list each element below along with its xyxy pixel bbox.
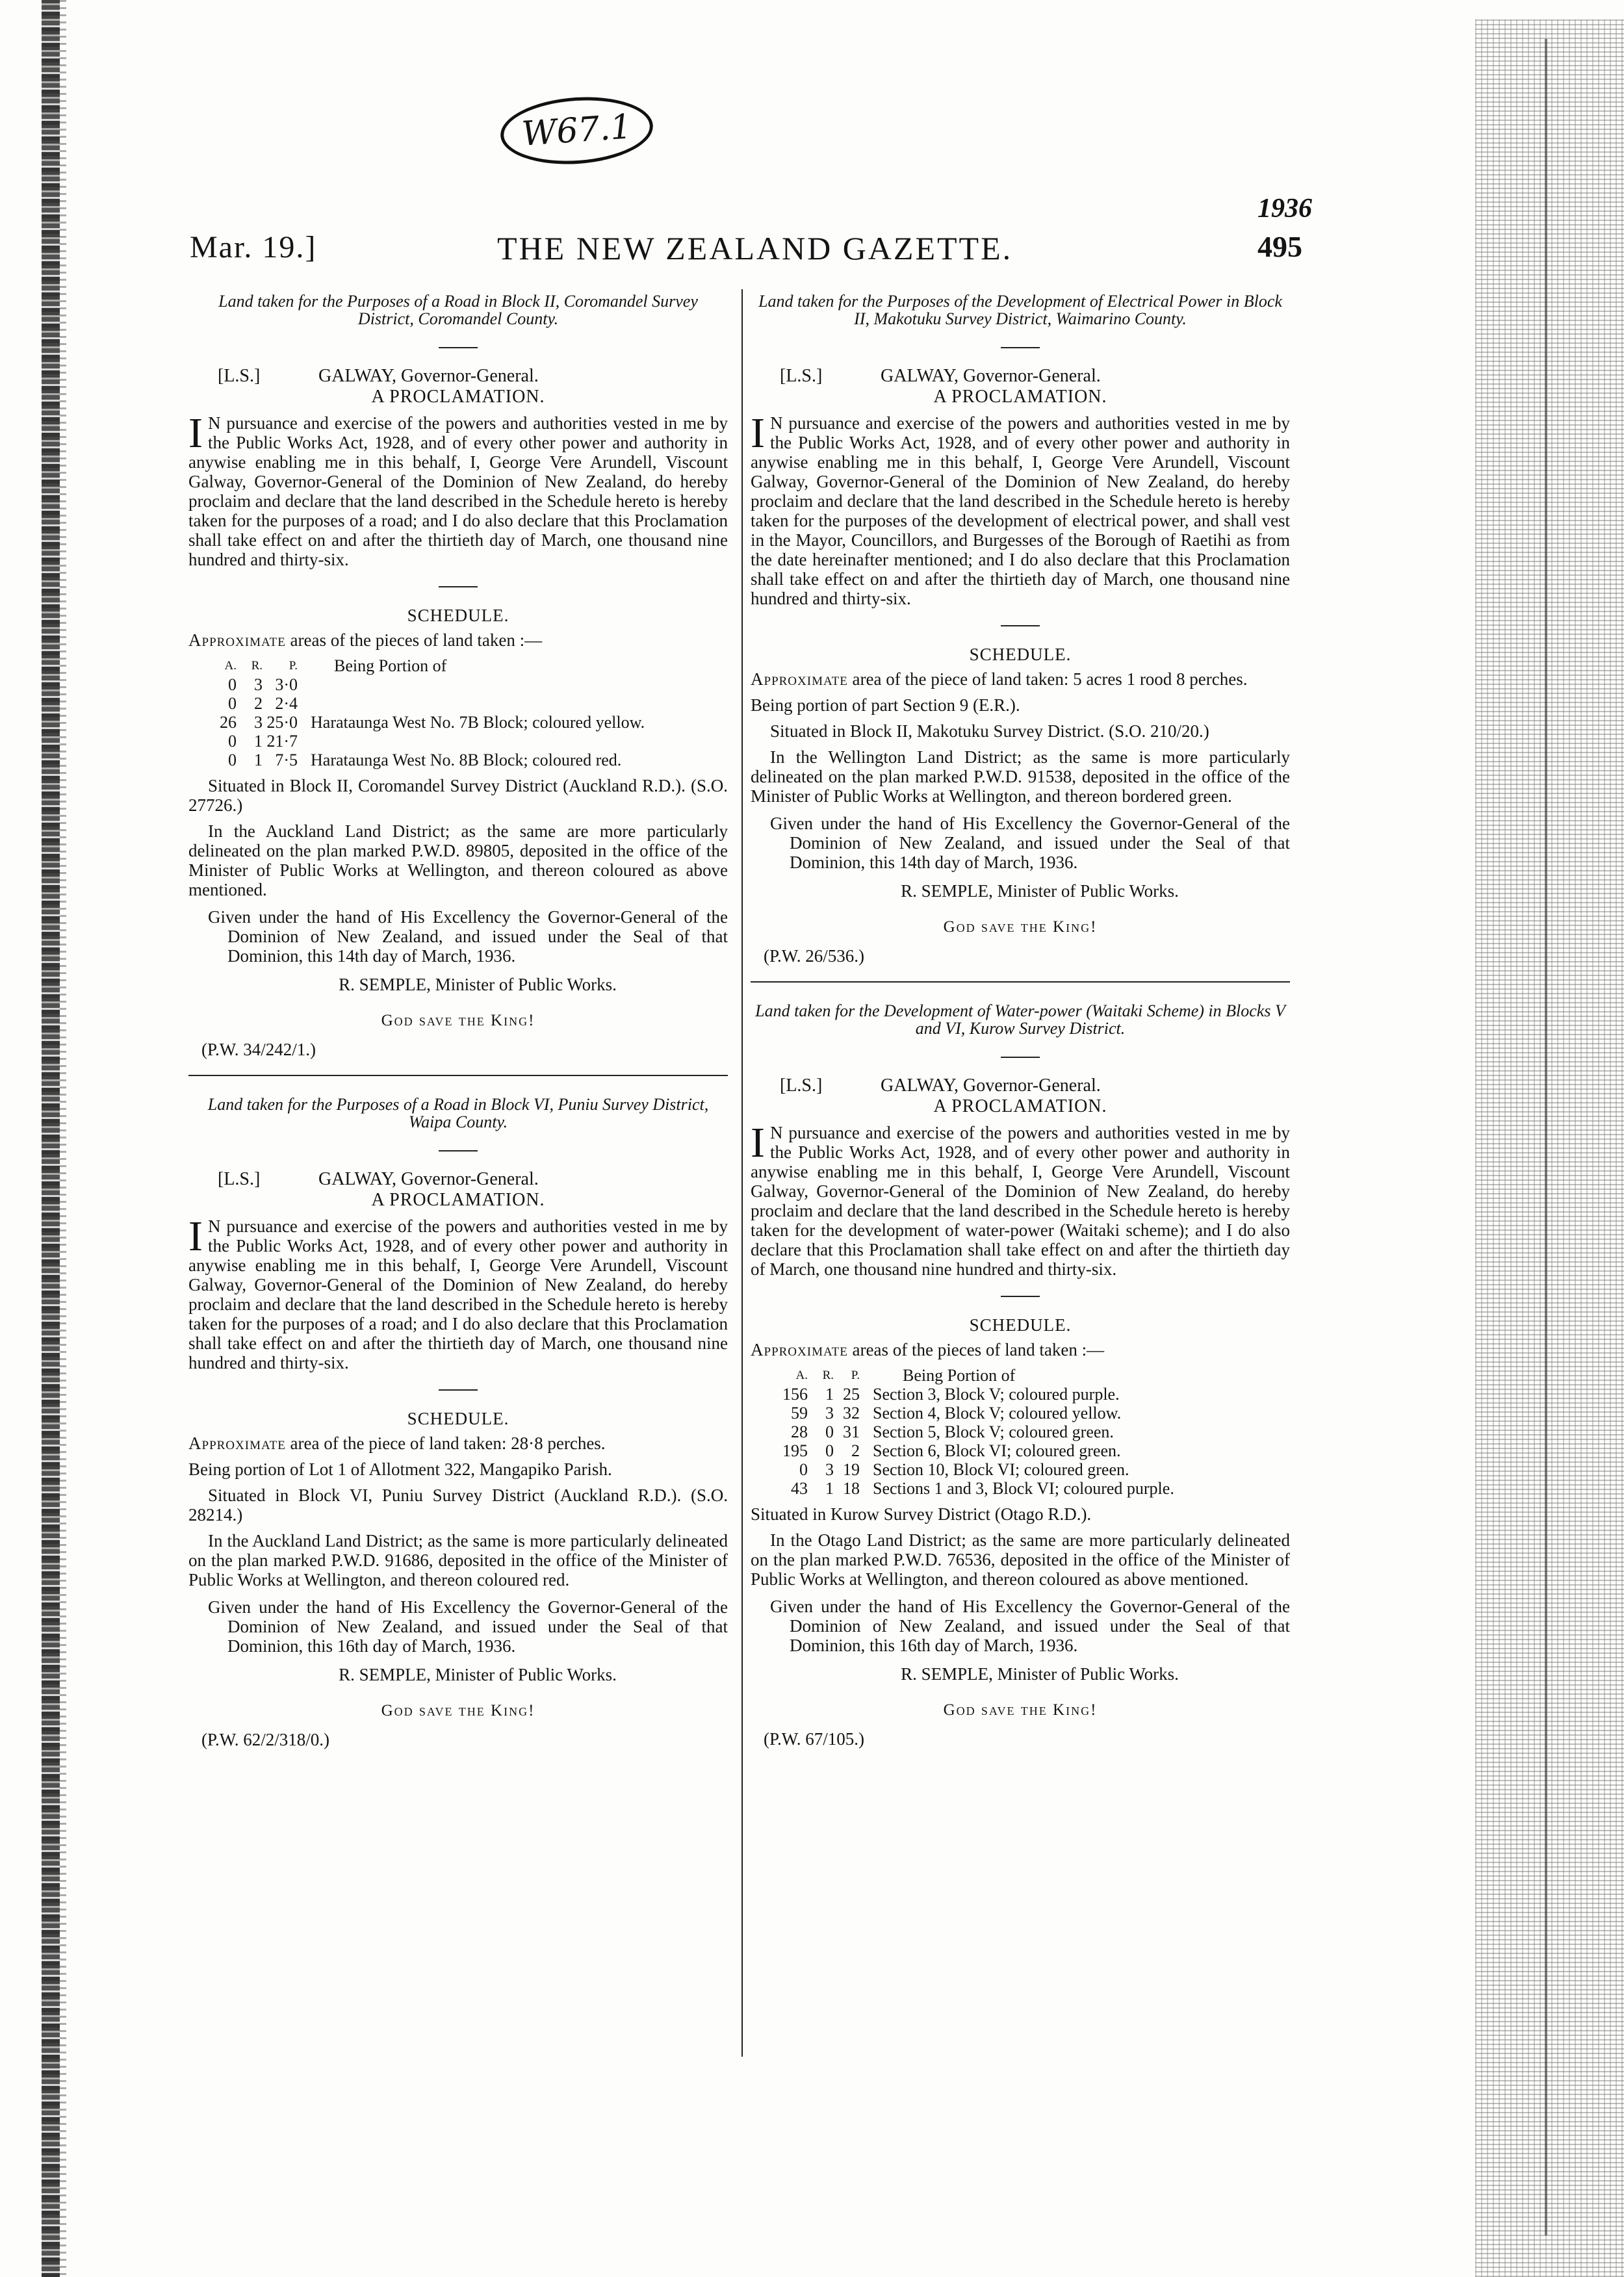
proclamation-text: N pursuance and exercise of the powers and authorities vested in me by the Public Works Act, 1928, and of every other power and authority in anywise enabling me in this behalf, I, George Vere Arundell, Viscount Galway, Governor-General of the Dominion of New Zealand, do hereby proclaim and declare that the land described in the Schedule hereto is hereby taken for the purposes of a road; and I do also declare that this Proclamation shall take effect on and after the thirtieth day of March, one thousand nine hundred and thirty-six.: [188, 413, 728, 569]
table-header: [777, 1366, 1178, 1385]
cell: 19: [843, 1460, 860, 1479]
schedule-lead-text: area of the piece of land taken: 28·8 perches.: [285, 1434, 606, 1453]
left-column: [188, 292, 728, 1749]
table-row: [214, 713, 649, 732]
cell: 3: [825, 1404, 834, 1422]
gazette-title: THE NEW ZEALAND GAZETTE.: [497, 230, 1013, 266]
rule: [439, 1389, 478, 1391]
governor-name: GALWAY, Governor-General.: [881, 1075, 1101, 1096]
table-row: [214, 675, 649, 694]
cell: 7·5: [275, 751, 298, 769]
proclamation-title: A PROCLAMATION.: [371, 387, 545, 407]
col-perches: P.: [289, 659, 298, 673]
table-row: [777, 1479, 1178, 1498]
table-header: [214, 656, 649, 675]
situated-text: Situated in Block II, Makotuku Survey District. (S.O. 210/20.): [770, 721, 1209, 741]
given-text: Given under the hand of His Excellency the Governor-General of the Dominion of New Zealand, and issued under the Seal of that Dominion, this 16th day of March, 1936.: [208, 1597, 728, 1656]
cell: Section 3, Block V; coloured purple.: [873, 1385, 1120, 1404]
drop-cap: I: [751, 1119, 765, 1166]
cell: 31: [843, 1422, 860, 1441]
drop-cap: I: [188, 1213, 203, 1260]
cell: Section 6, Block VI; coloured green.: [873, 1441, 1121, 1460]
cell: 3: [825, 1460, 834, 1479]
reference-number: (P.W. 34/242/1.): [201, 1040, 316, 1059]
rule: [1001, 625, 1040, 626]
cell: 43: [791, 1479, 808, 1498]
seal-line: [218, 367, 728, 386]
cell: 32: [843, 1404, 860, 1422]
handwritten-year: 1936: [1257, 194, 1312, 224]
page-number: 495: [1257, 230, 1302, 263]
cell: 1: [254, 751, 263, 769]
cell: 0: [825, 1441, 834, 1460]
proclamation-text: N pursuance and exercise of the powers and authorities vested in me by the Public Works Act, 1928, and of every other power and authority in anywise enabling me in this behalf, I, George Vere Arundell, Viscount Galway, Governor-General of the Dominion of New Zealand, do hereby proclaim and declare that the land described in the Schedule hereto is hereby taken for the development of water-power (Waitaki scheme); and I do also declare that this Proclamation shall take effect on and after the thirtieth day of March, one thousand nine hundred and thirty-six.: [751, 1123, 1290, 1279]
col-roods: R.: [251, 659, 263, 673]
governor-name: GALWAY, Governor-General.: [318, 366, 539, 386]
schedule-lead-smallcaps: Approximate: [751, 669, 848, 689]
col-portion: Being Portion of: [903, 1366, 1016, 1385]
schedule-lead-smallcaps: Approximate: [188, 630, 286, 650]
cell: Section 4, Block V; coloured yellow.: [873, 1404, 1122, 1422]
governor-name: GALWAY, Governor-General.: [881, 366, 1101, 386]
cell: 2: [851, 1441, 860, 1460]
table-row: [214, 751, 649, 769]
notice-makotuku: [751, 292, 1290, 966]
cell: 3: [254, 675, 263, 694]
cell: Harataunga West No. 7B Block; coloured yellow.: [311, 713, 645, 732]
cell: 3·0: [275, 675, 298, 694]
schedule-title: SCHEDULE.: [407, 606, 509, 625]
land-table: [214, 656, 649, 769]
schedule-title: SCHEDULE.: [407, 1409, 509, 1428]
col-perches: P.: [851, 1369, 860, 1382]
table-row: [777, 1441, 1178, 1460]
situated-text: Situated in Block VI, Puniu Survey District (Auckland R.D.). (S.O. 28214.): [188, 1486, 728, 1524]
cell: Section 10, Block VI; coloured green.: [873, 1460, 1129, 1479]
schedule-lead-text: areas of the pieces of land taken :—: [285, 630, 543, 650]
table-row: [777, 1385, 1178, 1404]
schedule-lead: [751, 669, 1290, 689]
scan-binding-line: [1545, 39, 1547, 2235]
proclamation-body: [751, 1119, 1290, 1279]
minister-signature: R. SEMPLE, Minister of Public Works.: [901, 881, 1179, 901]
cell: 3: [254, 713, 263, 732]
cell: 156: [782, 1385, 808, 1404]
seal-line: [780, 1076, 1290, 1096]
schedule-lead: [751, 1340, 1290, 1359]
column-divider: [741, 289, 743, 2057]
cell: 25: [843, 1385, 860, 1404]
god-save-the-king: God save the King!: [381, 1702, 535, 1719]
rule: [439, 586, 478, 587]
seal-line: [780, 367, 1290, 386]
district-text: In the Auckland Land District; as the same is more particularly delineated on the plan marked P.W.D. 91686, deposited in the office of the Minister of Public Works at Wellington, and thereon coloured red.: [188, 1531, 728, 1589]
governor-name: GALWAY, Governor-General.: [318, 1169, 539, 1189]
right-column: [751, 292, 1290, 1749]
schedule-lead: [188, 1434, 728, 1453]
drop-cap: I: [751, 409, 765, 457]
notice-heading: Land taken for the Purposes of a Road in Block VI, Puniu Survey District, Waipa County.: [207, 1095, 709, 1131]
cell: 2: [254, 694, 263, 713]
reference-number: (P.W. 62/2/318/0.): [201, 1730, 330, 1749]
col-portion: Being Portion of: [334, 656, 447, 675]
rule: [439, 347, 478, 348]
district-text: In the Wellington Land District; as the same is more particularly delineated on the plan marked P.W.D. 91538, deposited in the office of the Minister of Public Works at Wellington, and thereon bordered green.: [751, 747, 1290, 806]
proclamation-body: [188, 1213, 728, 1372]
portion-text: Being portion of part Section 9 (E.R.).: [751, 695, 1020, 715]
scan-edge-left: [42, 0, 60, 2277]
col-acres: A.: [795, 1369, 808, 1382]
cell: [302, 675, 649, 694]
cell: Harataunga West No. 8B Block; coloured red.: [311, 751, 622, 769]
cell: 0: [228, 675, 237, 694]
schedule-lead-smallcaps: Approximate: [188, 1434, 286, 1453]
cell: 1: [825, 1385, 834, 1404]
proclamation-text: N pursuance and exercise of the powers and authorities vested in me by the Public Works Act, 1928, and of every other power and authority in anywise enabling me in this behalf, I, George Vere Arundell, Viscount Galway, Governor-General of the Dominion of New Zealand, do hereby proclaim and declare that the land described in the Schedule hereto is hereby taken for the purposes of a road; and I do also declare that this Proclamation shall take effect on and after the thirtieth day of March, one thousand nine hundred and thirty-six.: [188, 1216, 728, 1372]
cell: 195: [782, 1441, 808, 1460]
notice-puniu: [188, 1096, 728, 1749]
cell: [302, 732, 649, 751]
schedule-lead: [188, 630, 728, 650]
proclamation-body: [188, 409, 728, 569]
col-roods: R.: [822, 1369, 834, 1382]
notice-separator: [751, 981, 1290, 983]
cell: [302, 694, 649, 713]
cell: 28: [791, 1422, 808, 1441]
schedule-lead-text: area of the piece of land taken: 5 acres 1 rood 8 perches.: [847, 669, 1248, 689]
given-text: Given under the hand of His Excellency the Governor-General of the Dominion of New Zealand, and issued under the Seal of that Dominion, this 16th day of March, 1936.: [770, 1597, 1290, 1655]
seal-line: [218, 1170, 728, 1189]
reference-number: (P.W. 67/105.): [764, 1729, 865, 1749]
rule: [439, 1150, 478, 1151]
schedule-lead-text: areas of the pieces of land taken :—: [847, 1340, 1105, 1359]
seal-mark: [L.S.]: [780, 1075, 823, 1096]
cell: 2·4: [275, 694, 298, 713]
proclamation-title: A PROCLAMATION.: [933, 387, 1107, 407]
table-row: [777, 1460, 1178, 1479]
proclamation-text: N pursuance and exercise of the powers and authorities vested in me by the Public Works Act, 1928, and of every other power and authority in anywise enabling me in this behalf, I, George Vere Arundell, Viscount Galway, Governor-General of the Dominion of New Zealand, do hereby proclaim and declare that the land described in the Schedule hereto is hereby taken for the purposes of the development of electrical power, and shall vest in the Mayor, Councillors, and Burgesses of the Borough of Raetihi as from the date hereinafter mentioned; and I do also declare that this Proclamation shall take effect on and after the thirtieth day of March, one thousand nine hundred and thirty-six.: [751, 413, 1290, 608]
minister-signature: R. SEMPLE, Minister of Public Works.: [339, 1665, 617, 1684]
land-table: [777, 1366, 1178, 1498]
notice-separator: [188, 1075, 728, 1076]
table-row: [214, 694, 649, 713]
table-row: [777, 1422, 1178, 1441]
notice-kurow: [751, 1002, 1290, 1749]
col-acres: A.: [224, 659, 237, 673]
table-row: [214, 732, 649, 751]
proclamation-title: A PROCLAMATION.: [933, 1096, 1107, 1116]
district-text: In the Auckland Land District; as the same are more particularly delineated on the plan marked P.W.D. 89805, deposited in the office of the Minister of Public Works at Wellington, and thereon coloured as above mentioned.: [188, 821, 728, 899]
cell: 0: [825, 1422, 834, 1441]
cell: 0: [228, 751, 237, 769]
notice-heading: Land taken for the Purposes of the Development of Electrical Power in Block II, Makotuku Survey District, Waimarino County.: [758, 292, 1282, 328]
given-text: Given under the hand of His Excellency the Governor-General of the Dominion of New Zealand, and issued under the Seal of that Dominion, this 14th day of March, 1936.: [770, 814, 1290, 872]
notice-heading: Land taken for the Purposes of a Road in Block II, Coromandel Survey District, Coromandel County.: [218, 292, 698, 328]
situated-text: Situated in Block II, Coromandel Survey District (Auckland R.D.). (S.O. 27726.): [188, 776, 728, 815]
schedule-lead-smallcaps: Approximate: [751, 1340, 848, 1359]
schedule-title: SCHEDULE.: [969, 645, 1072, 664]
cell: 1: [254, 732, 263, 751]
drop-cap: I: [188, 409, 203, 457]
god-save-the-king: God save the King!: [943, 1701, 1098, 1719]
minister-signature: R. SEMPLE, Minister of Public Works.: [339, 975, 617, 994]
issue-date: Mar. 19.]: [190, 230, 317, 264]
cell: 1: [825, 1479, 834, 1498]
cell: 21·7: [266, 732, 298, 751]
cell: Section 5, Block V; coloured green.: [873, 1422, 1114, 1441]
cell: 0: [799, 1460, 808, 1479]
scan-edge-right: [1475, 19, 1624, 2277]
situated-text: Situated in Kurow Survey District (Otago R.D.).: [751, 1504, 1092, 1524]
proclamation-title: A PROCLAMATION.: [371, 1190, 545, 1210]
schedule-title: SCHEDULE.: [969, 1315, 1072, 1335]
cell: 25·0: [266, 713, 298, 732]
seal-mark: [L.S.]: [780, 366, 823, 386]
rule: [1001, 1296, 1040, 1297]
cell: 59: [791, 1404, 808, 1422]
minister-signature: R. SEMPLE, Minister of Public Works.: [901, 1664, 1179, 1684]
seal-mark: [L.S.]: [218, 366, 261, 386]
scan-edge-left-inner: [60, 0, 66, 2277]
god-save-the-king: God save the King!: [943, 918, 1098, 936]
notice-coromandel: [188, 292, 728, 1059]
given-text: Given under the hand of His Excellency the Governor-General of the Dominion of New Zealand, and issued under the Seal of that Dominion, this 14th day of March, 1936.: [208, 907, 728, 966]
district-text: In the Otago Land District; as the same are more particularly delineated on the plan marked P.W.D. 76536, deposited in the office of the Minister of Public Works at Wellington, and thereon coloured as above mentioned.: [751, 1530, 1290, 1589]
rule: [1001, 1057, 1040, 1058]
portion-text: Being portion of Lot 1 of Allotment 322, Mangapiko Parish.: [188, 1460, 612, 1479]
table-row: [777, 1404, 1178, 1422]
reference-number: (P.W. 26/536.): [764, 946, 865, 966]
handwritten-stamp: W67.1: [498, 92, 656, 169]
notice-heading: Land taken for the Development of Water-power (Waitaki Scheme) in Blocks V and VI, Kurow Survey District.: [755, 1001, 1285, 1038]
proclamation-body: [751, 409, 1290, 608]
cell: Sections 1 and 3, Block VI; coloured purple.: [873, 1479, 1174, 1498]
cell: 0: [228, 732, 237, 751]
cell: 18: [843, 1479, 860, 1498]
cell: 26: [220, 713, 237, 732]
seal-mark: [L.S.]: [218, 1169, 261, 1189]
cell: 0: [228, 694, 237, 713]
god-save-the-king: God save the King!: [381, 1012, 535, 1029]
rule: [1001, 347, 1040, 348]
